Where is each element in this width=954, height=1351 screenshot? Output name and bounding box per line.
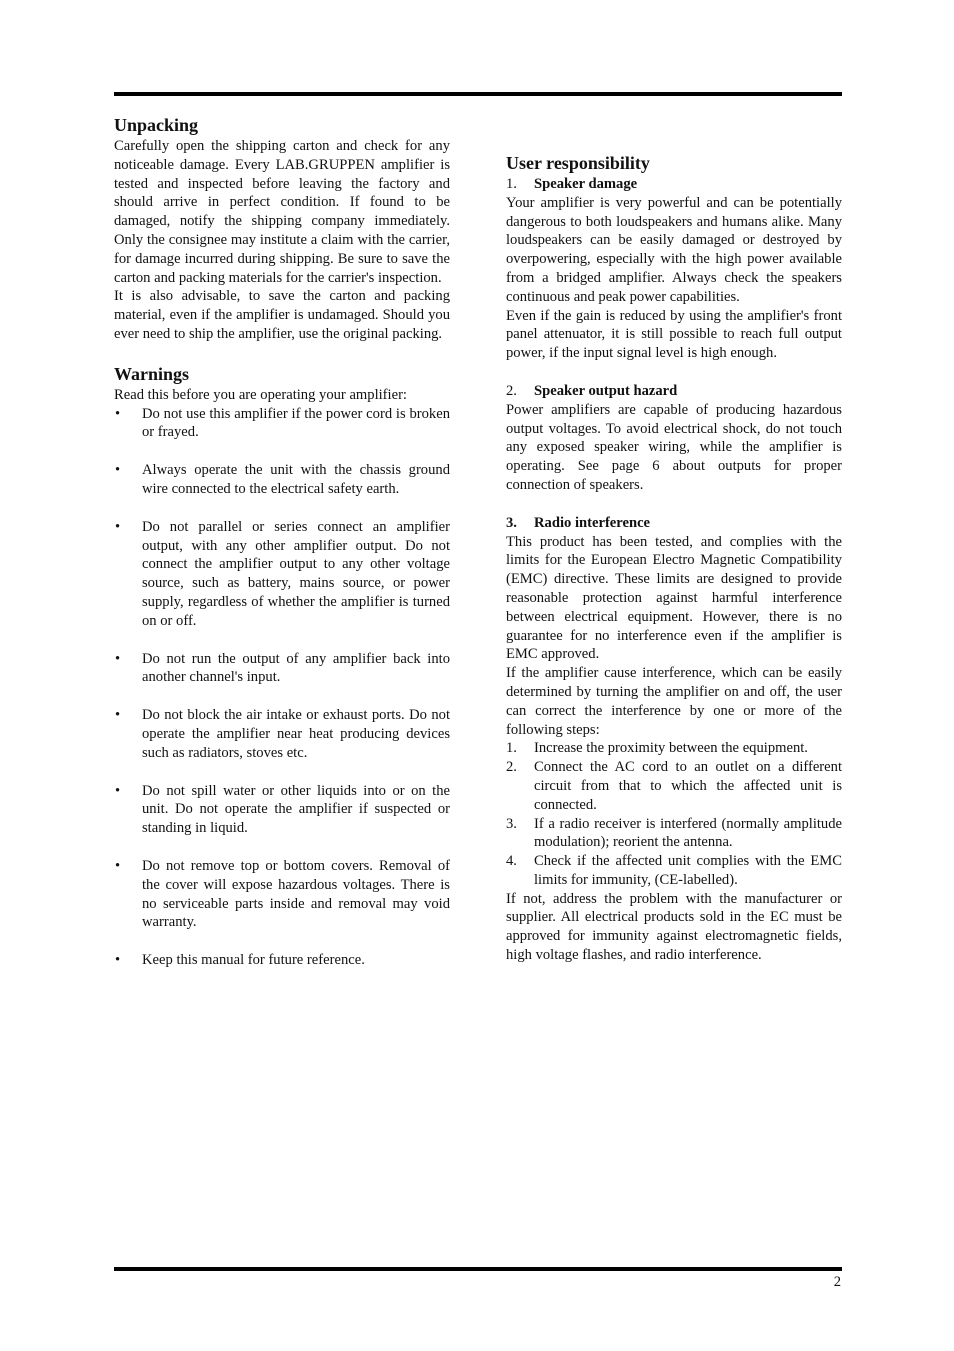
step-item bbox=[506, 852, 842, 890]
page-number: 2 bbox=[833, 1274, 841, 1290]
left-column bbox=[114, 114, 450, 989]
step-text: Check if the affected unit complies with the EMC limits for immunity, (CE-labelled). bbox=[534, 853, 842, 888]
radio-paragraph-3: If not, address the problem with the manufacturer or supplier. All electrical products sold in the EC must be approved for immunity against electromagnetic fields, high voltage flashes, and radio interference. bbox=[506, 890, 842, 964]
section-number: 3. bbox=[506, 514, 517, 531]
section-number: 2. bbox=[506, 382, 517, 399]
right-column bbox=[506, 152, 842, 965]
warning-item: • Do not remove top or bottom covers. Removal of the cover will expose hazardous voltages. There is no serviceable parts inside and removal may void warranty. bbox=[114, 857, 450, 932]
speaker-damage-heading bbox=[506, 175, 842, 194]
speaker-damage-paragraph-1: Your amplifier is very powerful and can be potentially dangerous to both loudspeakers and humans alike. Many loudspeakers can be easily damaged or destroyed by overpowering, especially with the high power available from a bridged amplifier. Always check the speakers continuous and peak power capabilities. bbox=[506, 194, 842, 305]
speaker-damage-paragraph-2: Even if the gain is reduced by using the amplifier's front panel attenuator, it is still possible to reach full output power, if the input signal level is high enough. bbox=[506, 307, 842, 362]
section-title: Radio interference bbox=[534, 514, 651, 531]
unpacking-paragraph-2: It is also advisable, to save the carton and packing material, even if the amplifier is undamaged. Should you ever need to ship the amplifier, use the original packing. bbox=[114, 288, 450, 342]
interference-steps-list bbox=[506, 739, 842, 889]
warning-item: • Do not parallel or series connect an amplifier output, with any other amplifier output. Do not connect the amplifier output to any other voltage source, such as battery, mains source, or power supply, regardless of whether the amplifier is turned on or off. bbox=[114, 518, 450, 631]
step-text: Connect the AC cord to an outlet on a different circuit from that to which the affected unit is connected. bbox=[534, 759, 842, 813]
header-rule bbox=[114, 92, 842, 96]
warning-item: • Always operate the unit with the chassis ground wire connected to the electrical safety earth. bbox=[114, 461, 450, 499]
warning-item: • Do not block the air intake or exhaust ports. Do not operate the amplifier near heat producing devices such as radiators, stoves etc. bbox=[114, 706, 450, 762]
unpacking-paragraph-1: Carefully open the shipping carton and check for any noticeable damage. Every LAB.GRUPPEN amplifier is tested and inspected before leaving the factory and should arrive in perfect condition. If found to be damaged, notify the shipping company immediately. Only the consignee may institute a claim with the carrier, for damage incurred during shipping. Be sure to save the carton and packing materials for the carrier's inspection. bbox=[114, 138, 450, 286]
warning-item: • Keep this manual for future reference. bbox=[114, 951, 450, 970]
footer-rule bbox=[114, 1267, 842, 1271]
radio-paragraph-2: If the amplifier cause interference, which can be easily determined by turning the amplifier on and off, the user can correct the interference by one or more of the following steps: bbox=[506, 665, 842, 738]
warnings-intro: Read this before you are operating your amplifier: bbox=[114, 386, 407, 403]
unpacking-heading: Unpacking bbox=[114, 115, 199, 135]
warning-item: • Do not spill water or other liquids into or on the unit. Do not operate the amplifier if suspected or standing in liquid. bbox=[114, 782, 450, 838]
step-item bbox=[506, 815, 842, 853]
warning-item: • Do not run the output of any amplifier back into another channel's input. bbox=[114, 650, 450, 688]
step-number: 3. bbox=[506, 815, 517, 832]
radio-interference-heading bbox=[506, 514, 842, 533]
step-number: 2. bbox=[506, 759, 517, 776]
step-item bbox=[506, 758, 842, 814]
step-text: If a radio receiver is interfered (normally amplitude modulation); reorient the antenna. bbox=[534, 815, 842, 851]
section-number: 1. bbox=[506, 176, 517, 192]
step-item bbox=[506, 739, 842, 758]
warnings-heading: Warnings bbox=[114, 363, 190, 384]
warning-item: • Do not use this amplifier if the power cord is broken or frayed. bbox=[114, 405, 450, 443]
user-responsibility-heading: User responsibility bbox=[506, 153, 650, 173]
speaker-output-heading bbox=[506, 382, 842, 401]
section-title: Speaker output hazard bbox=[534, 382, 678, 399]
section-title: Speaker damage bbox=[534, 176, 638, 192]
warnings-list bbox=[114, 405, 450, 970]
radio-paragraph-1: This product has been tested, and complies with the limits for the European Electro Magnetic Compatibility (EMC) directive. These limits are designed to provide reasonable protection against harmful interference between electrical equipment. However, there is no guarantee for no interference even if the amplifier is EMC approved. bbox=[506, 533, 842, 663]
step-text: Increase the proximity between the equipment. bbox=[534, 740, 808, 757]
step-number: 4. bbox=[506, 853, 517, 870]
step-number: 1. bbox=[506, 740, 517, 757]
speaker-output-paragraph: Power amplifiers are capable of producing hazardous output voltages. To avoid electrical shock, do not touch any exposed speaker wiring, while the amplifier is operating. See page 6 about outputs for proper connection of speakers. bbox=[506, 401, 842, 493]
